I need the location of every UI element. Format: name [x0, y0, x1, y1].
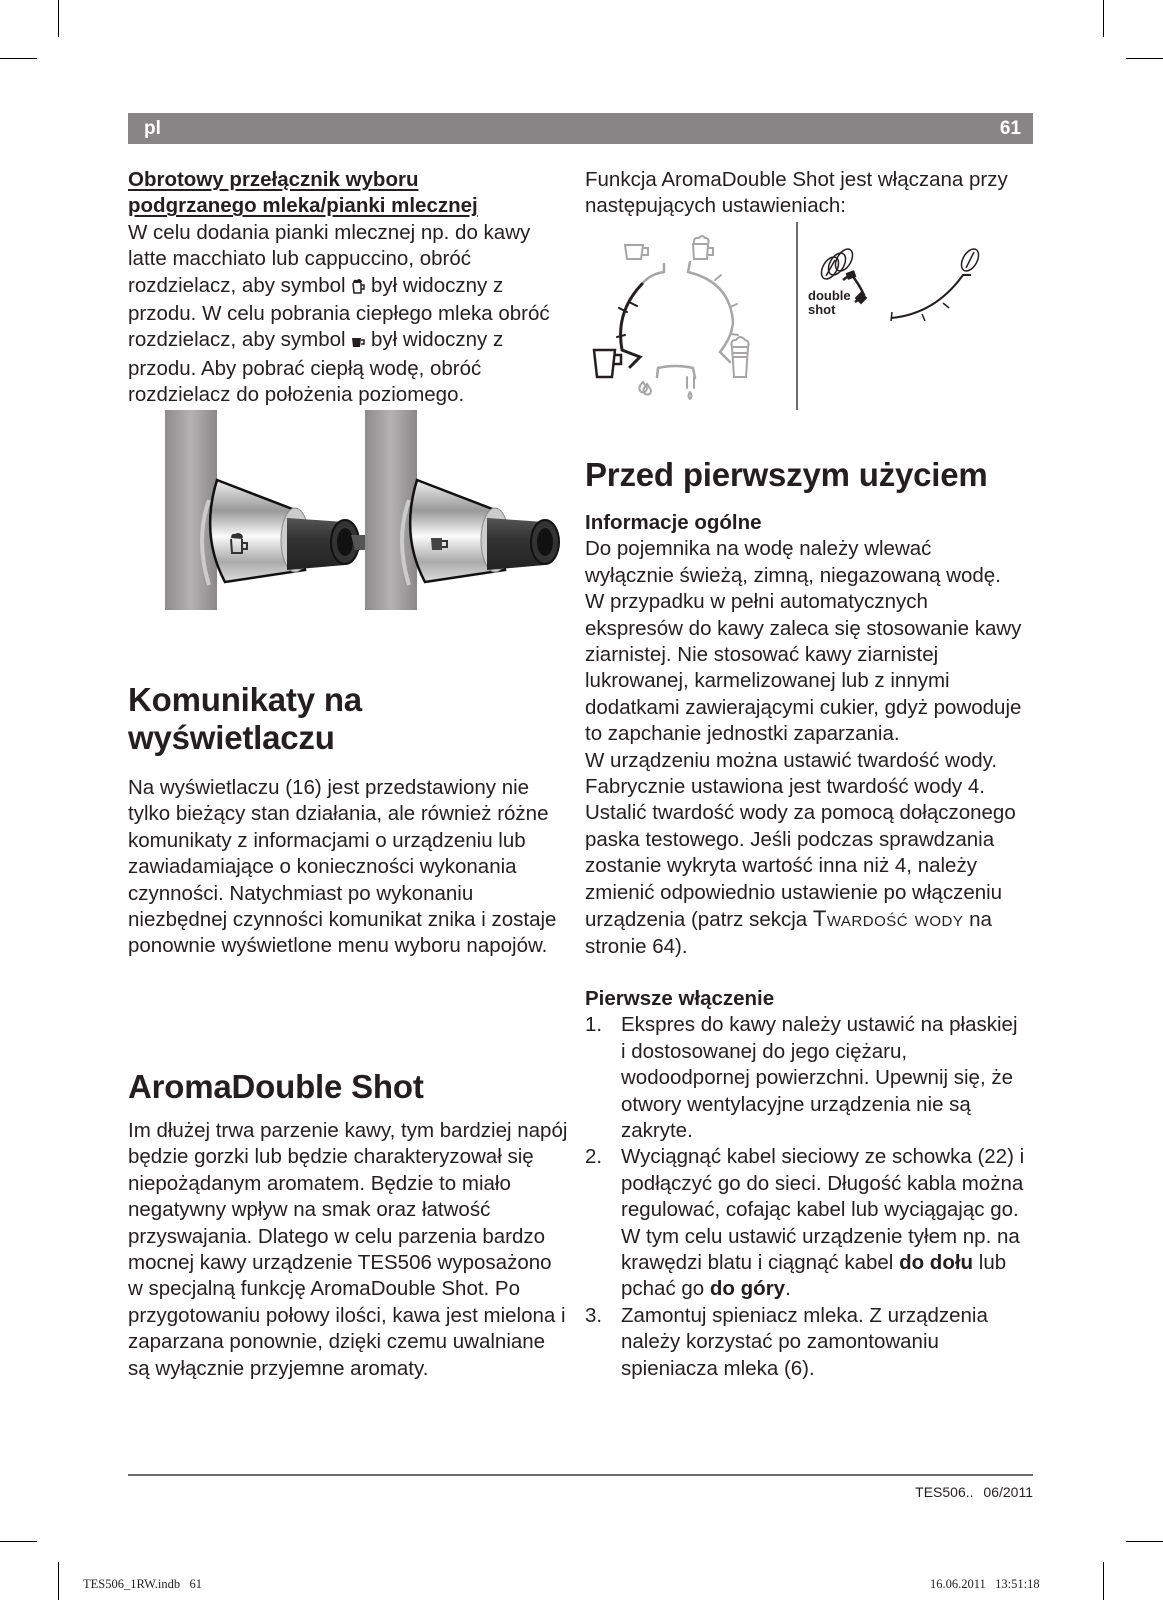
single-bean-icon: [958, 246, 982, 274]
strength-dial: [818, 246, 982, 321]
cross-reference-link[interactable]: Twardość wody: [812, 906, 964, 932]
espresso-cup-icon: [625, 245, 648, 259]
milk-switch-illustration: [165, 410, 565, 610]
water-hardness-text: W urządzeniu można ustawić twardość wody. Fabrycznie ustawiona jest twardość wody 4. Ustalić twardość wody za pomocą dołączonego paska testowego. Jeśli podczas sprawdzania zostanie wykryta wartość inna niż 4, należy zmienić odpowiednio ustawienie po włączeniu urządzenia (patrz sekcja Twardość wody na stronie 64).: [585, 748, 1016, 958]
aroma-intro: Funkcja AromaDouble Shot jest włączana przy następujących ustawieniach:: [585, 168, 1008, 218]
section-title: AromaDouble Shot: [128, 1068, 424, 1105]
crop-mark: [58, 0, 59, 37]
aroma-settings-diagram: [585, 222, 1005, 412]
display-messages-text: Na wyświetlaczu (16) jest przedstawiony nie tylko bieżący stan działania, ale również różne komunikaty z informacjami o urządzeniu lub zawiadamiające o konieczności wykonania czynności. Natychmiast po wykonaniu niezbędnej czynności komunikat znika i zostaje ponownie wyświetlone menu wyboru napojów.: [128, 776, 557, 958]
print-slug-file: TES506_1RW.indb 61: [83, 1577, 202, 1591]
crop-mark: [0, 1541, 37, 1542]
double-shot-label: shot: [808, 302, 836, 317]
section-title: Komunikaty na wyświetlaczu: [128, 681, 362, 756]
general-info-text: Do pojemnika na wodę należy wlewać wyłącznie świeżą, zimną, niegazowaną wodę. W przypadku w pełni automatycznych ekspresów do kawy zaleca się stosowanie kawy ziarnistej. Nie stosować kawy ziarnistej lukrowanej, karmelizowanej lub z innymi dodatkami zawierającymi cukier, gdyż powoduje to zapchanie jednostki zaparzania.: [585, 537, 1022, 746]
crop-mark: [1103, 0, 1104, 37]
hot-water-drops-icon: [639, 382, 651, 395]
switch-foam-position: [165, 410, 365, 610]
section-subheading: Pierwsze włączenie: [585, 986, 775, 1010]
section-subheading: Informacje ogólne: [585, 511, 762, 534]
page-number: 61: [999, 118, 1021, 139]
steam-drip-icon: [687, 377, 694, 399]
cappuccino-cup-icon: [693, 236, 713, 259]
list-item: 3. Zamontuj spieniacz mleka. Z urządzenia należy korzystać po zamontowaniu spieniacza mleka (6).: [585, 1303, 988, 1380]
crop-mark: [1103, 1562, 1104, 1600]
drink-selector-dial: [594, 236, 749, 399]
section-title: Przed pierwszym użyciem: [585, 456, 988, 493]
edition-date: 06/2011: [983, 1484, 1033, 1500]
crop-mark: [1126, 1541, 1163, 1542]
milk-switch-text: W celu dodania pianki mlecznej np. do kawy latte macchiato lub cappuccino, obróć rozdzielacz, aby symbol był widoczny z przodu. W celu pobrania ciepłego mleka obróć rozdzielacz, aby symbol był widoczny z przodu. Aby pobrać ciepłą wodę, obróć rozdzielacz do położenia poziomego.: [128, 220, 550, 407]
milk-switch-section: [128, 167, 568, 409]
display-messages-section: [128, 681, 568, 960]
language-code: pl: [144, 118, 161, 139]
double-shot-label: double: [808, 288, 851, 303]
latte-glass-icon: [732, 337, 749, 377]
hot-milk-cup-icon: [351, 329, 365, 355]
aroma-text: Im dłużej trwa parzenie kawy, tym bardziej napój będzie gorzki lub będzie charakteryzował się niepożądanym aromatem. Będzie to miało negatywny wpływ na smak oraz łatwość przyswajania. Dlatego w celu parzenia bardzo mocnej kawy urządzenie TES506 wyposażono w specjalną funkcję AromaDouble Shot. Po przygotowaniu połowy ilości, kawa jest mielona i zaparzana ponownie, dzięki czemu uwalniane są wyłącznie przyjemne aromaty.: [128, 1119, 568, 1380]
list-item: 1. Ekspres do kawy należy ustawić na płaskiej i dostosowanej do jego ciężaru, wodoodpornej powierzchni. Upewnij się, że otwory wentylacyjne urządzenia nie są zakryte.: [585, 1013, 1018, 1142]
before-first-use-section: [585, 456, 1025, 1382]
first-start-steps: [585, 1012, 1025, 1382]
list-item: 2. Wyciągnąć kabel sieciowy ze schowka (22) i podłączyć go do sieci. Długość kabla można regulować, cofając kabel lub wyciągając go. W tym celu ustawić urządzenie tyłem np. na krawędzi blatu i ciągnąć kabel do dołu lub pchać go do góry.: [585, 1145, 1025, 1301]
coffee-mug-icon: [594, 350, 621, 377]
page-header-bar: [128, 113, 1033, 144]
section-subheading: Obrotowy przełącznik wyboru podgrzanego mleka/pianki mlecznej: [128, 168, 478, 218]
milk-foam-cup-icon: [351, 275, 365, 301]
footer-info: [915, 1484, 1033, 1500]
print-slug-timestamp: 16.06.2011 13:51:18: [930, 1577, 1040, 1591]
crop-mark: [0, 58, 37, 59]
crop-mark: [1126, 58, 1163, 59]
model-code: TES506..: [915, 1484, 974, 1500]
aroma-double-shot-section: [128, 1068, 568, 1382]
switch-milk-position: [365, 410, 559, 610]
crop-mark: [58, 1562, 59, 1600]
footer-rule: [128, 1474, 1033, 1476]
